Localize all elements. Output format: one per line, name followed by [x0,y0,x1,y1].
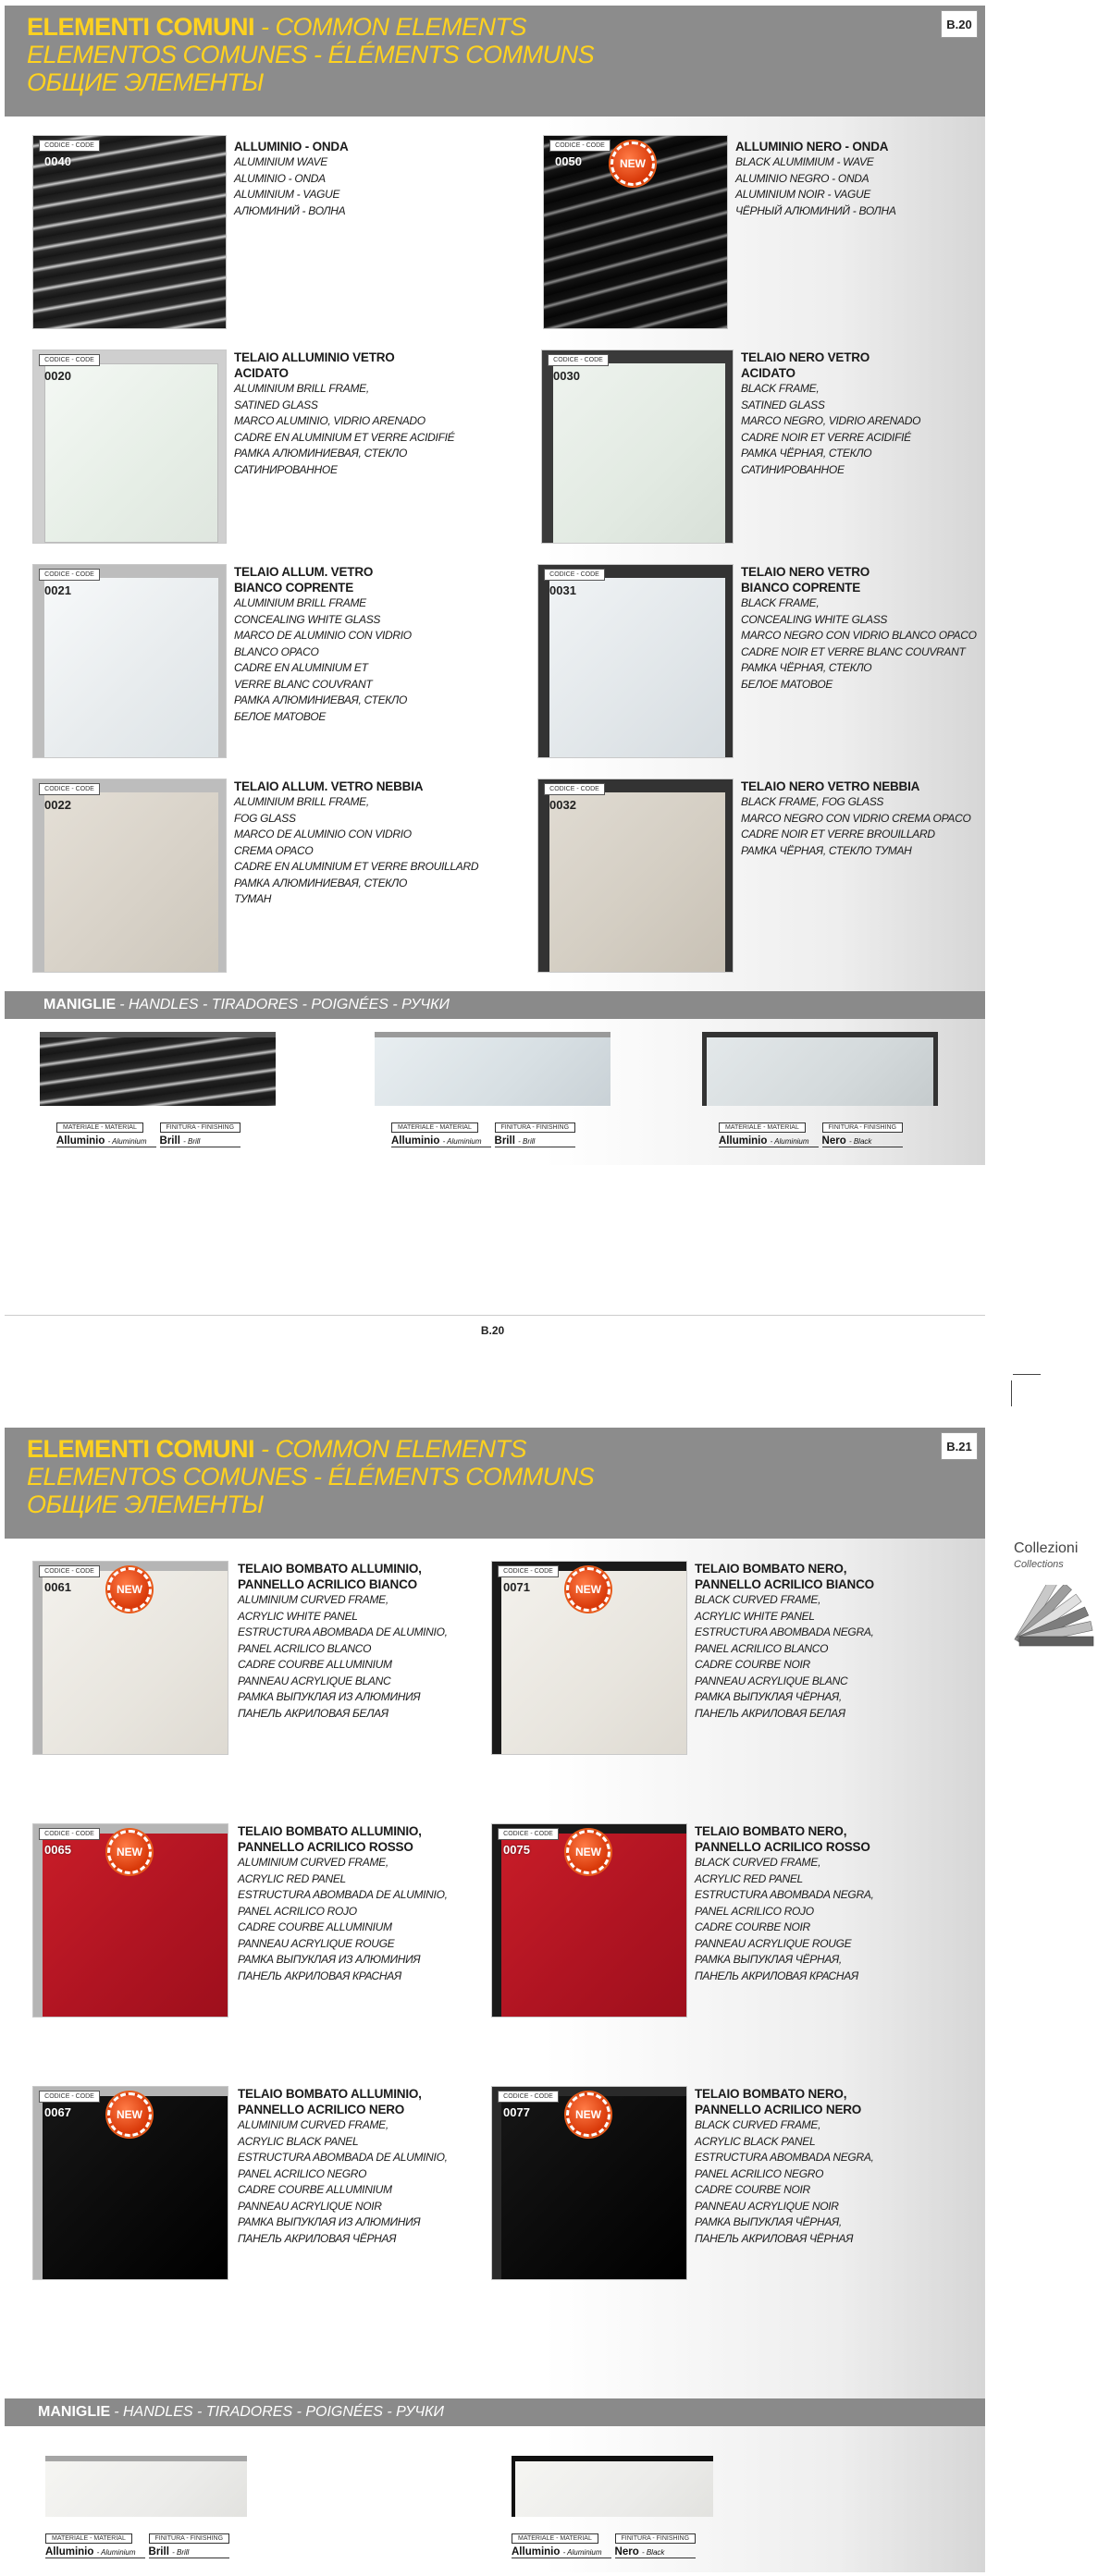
desc-line: CADRE NOIR ET VERRE ACIDIFIÉ [741,430,911,444]
swatch-0071 [491,1561,687,1755]
finish-value: Brill - Brill [149,2546,230,2558]
material-label: MATERIALE - MATERIAL [391,1122,478,1133]
desc-line: ALUMINIUM CURVED FRAME, [238,1593,388,1606]
fog-glass [549,792,725,972]
desc-line: CADRE EN ALUMINIUM ET VERRE BROUILLARD [234,860,479,873]
desc-line: CADRE COURBE NOIR [695,1658,810,1671]
item-title: TELAIO BOMBATO ALLUMINIO, [238,2087,422,2101]
desc-line: MARCO ALUMINIO, VIDRIO ARENADO [234,414,426,427]
material-label: MATERIALE - MATERIAL [719,1122,806,1133]
desc-line: ПАНЕЛЬ АКРИЛОВАЯ ЧЁРНАЯ [238,2231,397,2245]
desc-line: РАМКА ВЫПУКЛАЯ ЧЁРНАЯ, [695,2215,842,2228]
code-label: CODICE - CODE [549,140,610,152]
desc-line: BLACK FRAME, [741,382,820,395]
collections-logo-line2: Collections [1014,1559,1064,1570]
code-number: 0020 [44,369,71,383]
desc-line: CADRE NOIR ET VERRE BLANC COUVRANT [741,644,966,658]
material-label: MATERIALE - MATERIAL [45,2533,132,2544]
catalog-page-b20 [5,6,985,1165]
handles-bar-bold: MANIGLIE [43,997,117,1012]
finish-label: FINITURA - FINISHING [149,2533,230,2544]
handle-2 [375,1032,615,1161]
material-row [56,1117,240,1147]
header-line-2: ELEMENTOS COMUNES - ÉLÉMENTS COMMUNS [27,41,595,68]
desc-line: ALUMINIUM BRILL FRAME, [234,795,369,808]
desc-line: ALUMINIUM BRILL FRAME [234,596,366,609]
code-number: 0040 [44,154,71,168]
desc-line: РАМКА ЧЁРНАЯ, СТЕКЛО [741,447,872,460]
item-title: ALLUMINIO NERO - ONDA [735,140,889,153]
code-number: 0077 [503,2105,530,2119]
material-cell [512,2528,611,2558]
desc-line: ACRYLIC RED PANEL [695,1871,803,1885]
desc-line: РАМКА АЛЮМИНИЕВАЯ, СТЕКЛО [234,447,408,460]
handle-image [702,1032,938,1106]
desc-line: CONCEALING WHITE GLASS [741,612,888,626]
code-label: CODICE - CODE [39,783,100,795]
item-desc-0040 [234,139,349,219]
satin-glass [44,363,218,543]
code-number: 0022 [44,798,71,812]
item-desc-0031 [741,564,977,693]
code-number: 0065 [44,1843,71,1857]
item-title: PANNELLO ACRILICO BIANCO [238,1577,417,1591]
crop-mark [1011,1380,1012,1406]
desc-line: CADRE COURBE NOIR [695,1920,810,1933]
swatch-0061 [32,1561,228,1755]
desc-line: АЛЮМИНИЙ - ВОЛНА [234,203,346,217]
desc-line: ACRYLIC WHITE PANEL [238,1609,358,1623]
desc-line: ESTRUCTURA ABOMBADA NEGRA, [695,1625,874,1638]
desc-line: ACRYLIC RED PANEL [238,1871,346,1885]
material-cell [45,2528,145,2558]
desc-line: ESTRUCTURA ABOMBADA DE ALUMINIO, [238,1625,448,1638]
swatch-0067 [32,2086,228,2280]
desc-line: ESTRUCTURA ABOMBADA DE ALUMINIO, [238,2151,448,2164]
code-number: 0050 [555,154,582,168]
swatch-0022 [32,779,227,973]
code-number: 0071 [503,1580,530,1594]
desc-line: CADRE COURBE NOIR [695,2183,810,2196]
item-desc-0061 [238,1561,448,1722]
handles-bar-rest: - HANDLES - TIRADORES - POIGNÉES - РУЧКИ [119,997,450,1012]
page-number: B.21 [941,1432,978,1460]
item-title: PANNELLO ACRILICO NERO [695,2103,862,2116]
item-title: PANNELLO ACRILICO ROSSO [695,1840,870,1854]
swatch-0031 [537,564,734,758]
desc-line: ALUMINIUM CURVED FRAME, [238,1856,388,1869]
item-title: TELAIO BOMBATO ALLUMINIO, [238,1562,422,1576]
desc-line: SATINED GLASS [234,398,318,411]
finish-value: Brill - Brill [160,1135,241,1147]
item-title: PANNELLO ACRILICO BIANCO [695,1577,874,1591]
swatch-0040 [32,135,227,329]
swatch-0065 [32,1823,228,2018]
handles-bar-rest: - HANDLES - TIRADORES - POIGNÉES - РУЧКИ [114,2404,444,2420]
material-value: Alluminio - Aluminium [719,1135,819,1147]
color-fan-icon [1012,1585,1104,1650]
code-label: CODICE - CODE [39,569,100,581]
item-title: ACIDATO [741,366,796,380]
desc-line: FOG GLASS [234,811,296,825]
item-title: PANNELLO ACRILICO ROSSO [238,1840,413,1854]
swatch-0032 [537,779,734,973]
handle-1 [40,1032,280,1161]
swatch-0077 [491,2086,687,2280]
catalog-page-b21 [5,1428,985,2572]
desc-line: САТИНИРОВАННОЕ [234,462,338,476]
desc-line: PANEL ACRILICO BLANCO [695,1641,829,1655]
finish-cell [495,1117,576,1147]
item-title: TELAIO BOMBATO NERO, [695,2087,847,2101]
code-number: 0031 [549,583,576,597]
swatch-0050 [543,135,728,329]
desc-line: РАМКА ВЫПУКЛАЯ ИЗ АЛЮМИНИЯ [238,2215,421,2228]
desc-line: РАМКА ВЫПУКЛАЯ ЧЁРНАЯ, [695,1690,842,1703]
desc-line: ACRYLIC BLACK PANEL [238,2134,359,2148]
desc-line: PANNEAU ACRYLIQUE BLANC [695,1674,848,1687]
code-label: CODICE - CODE [544,569,605,581]
code-number: 0075 [503,1843,530,1857]
desc-line: БЕЛОЕ МАТОВОЕ [741,677,833,691]
desc-line: BLACK FRAME, [741,596,820,609]
desc-line: ACRYLIC WHITE PANEL [695,1609,815,1623]
material-value: Alluminio - Aluminium [45,2546,145,2558]
code-label: CODICE - CODE [548,354,609,366]
desc-line: CADRE NOIR ET VERRE BROUILLARD [741,828,935,840]
header-band [5,1428,985,1539]
swatch-0075 [491,1823,687,2018]
item-title: ACIDATO [234,366,289,380]
collections-logo-line1: Collezioni [1014,1540,1079,1556]
finish-label: FINITURA - FINISHING [615,2533,697,2544]
desc-line: CADRE EN ALUMINIUM ET VERRE ACIDIFIÉ [234,430,455,444]
material-row [719,1117,903,1147]
finish-label: FINITURA - FINISHING [160,1122,241,1133]
item-desc-0071 [695,1561,874,1722]
desc-line: CONCEALING WHITE GLASS [234,612,381,626]
desc-line: РАМКА ВЫПУКЛАЯ ЧЁРНАЯ, [695,1953,842,1966]
item-title: PANNELLO ACRILICO NERO [238,2103,405,2116]
desc-line: ЧЁРНЫЙ АЛЮМИНИЙ - ВОЛНА [735,203,896,217]
desc-line: ALUMINIUM BRILL FRAME, [234,382,369,395]
header-line-3: ОБЩИЕ ЭЛЕМЕНТЫ [27,1490,264,1518]
desc-line: BLACK CURVED FRAME, [695,1856,821,1869]
desc-line: ALUMINIUM NOIR - VAGUE [735,188,871,201]
finish-value: Nero - Black [822,1135,904,1147]
finish-cell [149,2528,230,2558]
handle-3 [702,1032,943,1161]
desc-line: ALUMINIUM - VAGUE [234,188,340,201]
handles-bar [5,991,985,1019]
desc-line: MARCO NEGRO CON VIDRIO BLANCO OPACO [741,629,977,642]
desc-line: ПАНЕЛЬ АКРИЛОВАЯ КРАСНАЯ [695,1969,858,1982]
finish-cell [822,1117,904,1147]
white-glass [44,578,218,757]
handles-bar [5,2398,985,2426]
finish-cell [160,1117,241,1147]
new-badge: NEW [107,2092,152,2137]
desc-line: BLACK ALUMIMIUM - WAVE [735,155,874,168]
handle-1 [45,2456,286,2570]
item-title: TELAIO BOMBATO NERO, [695,1562,847,1576]
material-cell [56,1117,156,1147]
desc-line: PANEL ACRILICO ROJO [695,1904,814,1918]
item-title: ALLUMINIO - ONDA [234,140,349,153]
new-badge: NEW [566,1830,610,1874]
code-number: 0030 [553,369,580,383]
finish-label: FINITURA - FINISHING [822,1122,904,1133]
item-title: TELAIO NERO VETRO [741,350,870,364]
desc-line: PANNEAU ACRYLIQUE BLANC [238,1674,391,1687]
item-title: BIANCO COPRENTE [741,581,861,595]
desc-line: ПАНЕЛЬ АКРИЛОВАЯ ЧЁРНАЯ [695,2231,854,2245]
item-desc-0032 [741,779,971,859]
material-value: Alluminio - Aluminium [512,2546,611,2558]
new-badge: NEW [566,1567,610,1612]
new-badge: NEW [107,1830,152,1874]
desc-line: ESTRUCTURA ABOMBADA DE ALUMINIO, [238,1888,448,1901]
new-badge: NEW [107,1567,152,1612]
item-desc-0075 [695,1823,874,1984]
item-desc-0022 [234,779,478,908]
desc-line: ALUMINIUM WAVE [234,155,327,168]
desc-line: ALUMINIO NEGRO - ONDA [735,171,870,185]
item-desc-0067 [238,2086,448,2247]
desc-line: САТИНИРОВАННОЕ [741,462,845,476]
desc-line: ПАНЕЛЬ АКРИЛОВАЯ БЕЛАЯ [238,1706,388,1720]
finish-value: Nero - Black [615,2546,697,2558]
desc-line: CADRE COURBE ALLUMINIUM [238,2183,392,2196]
desc-line: VERRE BLANC COUVRANT [234,677,373,691]
desc-line: BLACK CURVED FRAME, [695,1593,821,1606]
code-label: CODICE - CODE [544,783,605,795]
material-value: Alluminio - Aluminium [56,1135,156,1147]
material-row [391,1117,575,1147]
code-label: CODICE - CODE [498,2091,559,2103]
desc-line: ПАНЕЛЬ АКРИЛОВАЯ КРАСНАЯ [238,1969,401,1982]
white-glass [549,578,725,757]
satin-glass [553,363,725,543]
footer-page-number: B.20 [480,1324,505,1337]
item-title: TELAIO NERO VETRO [741,565,870,579]
item-desc-0065 [238,1823,448,1984]
swatch-0030 [541,350,734,544]
new-badge: NEW [566,2092,610,2137]
finish-label: FINITURA - FINISHING [495,1122,576,1133]
desc-line: PANNEAU ACRYLIQUE ROUGE [695,1936,852,1950]
item-title: BIANCO COPRENTE [234,581,354,595]
desc-line: PANEL ACRILICO ROJO [238,1904,357,1918]
desc-line: PANNEAU ACRYLIQUE NOIR [695,2199,839,2213]
desc-line: РАМКА ВЫПУКЛАЯ ИЗ АЛЮМИНИЯ [238,1953,421,1966]
new-badge: NEW [610,141,655,186]
item-title: TELAIO ALLUM. VETRO [234,565,374,579]
desc-line: ESTRUCTURA ABOMBADA NEGRA, [695,2151,874,2164]
finish-value: Brill - Brill [495,1135,576,1147]
desc-line: РАМКА ЧЁРНАЯ, СТЕКЛО [741,661,872,674]
page-divider [5,1315,985,1316]
desc-line: ALUMINIO - ONDA [234,171,326,185]
desc-line: PANNEAU ACRYLIQUE NOIR [238,2199,382,2213]
desc-line: БЕЛОЕ МАТОВОЕ [234,709,327,723]
code-label: CODICE - CODE [39,140,100,152]
header-line-3: ОБЩИЕ ЭЛЕМЕНТЫ [27,68,264,96]
handles-bar-bold: MANIGLIE [38,2404,111,2420]
crop-mark [1013,1374,1041,1375]
code-label: CODICE - CODE [498,1565,559,1577]
desc-line: MARCO NEGRO CON VIDRIO CREMA OPACO [741,811,971,825]
header-line-1: ELEMENTI COMUNI - COMMON ELEMENTS [27,1435,527,1463]
code-number: 0067 [44,2105,71,2119]
desc-line: CADRE COURBE ALLUMINIUM [238,1658,392,1671]
code-number: 0032 [549,798,576,812]
code-number: 0061 [44,1580,71,1594]
desc-line: ALUMINIUM CURVED FRAME, [238,2118,388,2131]
desc-line: MARCO NEGRO, VIDRIO ARENADO [741,414,921,427]
desc-line: PANEL ACRILICO BLANCO [238,1641,372,1655]
item-title: TELAIO BOMBATO ALLUMINIO, [238,1824,422,1838]
handle-image [40,1032,276,1106]
page-number: B.20 [941,10,978,38]
desc-line: РАМКА ЧЁРНАЯ, СТЕКЛО ТУМАН [741,843,912,857]
item-desc-0050 [735,139,896,219]
desc-line: РАМКА АЛЮМИНИЕВАЯ, СТЕКЛО [234,876,408,889]
desc-line: PANEL ACRILICO NEGRO [695,2166,824,2180]
header-band [5,6,985,117]
desc-line: ПАНЕЛЬ АКРИЛОВАЯ БЕЛАЯ [695,1706,845,1720]
code-label: CODICE - CODE [39,2091,100,2103]
finish-cell [615,2528,697,2558]
desc-line: SATINED GLASS [741,398,825,411]
material-label: MATERIALE - MATERIAL [56,1122,143,1133]
handle-image [512,2456,713,2517]
desc-line: CADRE COURBE ALLUMINIUM [238,1920,392,1933]
fog-glass [44,792,218,972]
item-desc-0020 [234,350,454,478]
item-desc-0077 [695,2086,874,2247]
material-cell [391,1117,491,1147]
desc-line: MARCO DE ALUMINIO CON VIDRIO [234,828,412,840]
code-number: 0021 [44,583,71,597]
material-label: MATERIALE - MATERIAL [512,2533,598,2544]
item-title: TELAIO NERO VETRO NEBBIA [741,779,920,793]
desc-line: BLACK FRAME, FOG GLASS [741,795,884,808]
item-title: TELAIO ALLUMINIO VETRO [234,350,395,364]
desc-line: CREMA OPACO [234,843,314,857]
desc-line: PANEL ACRILICO NEGRO [238,2166,367,2180]
desc-line: BLACK CURVED FRAME, [695,2118,821,2131]
header-line-1: ELEMENTI COMUNI - COMMON ELEMENTS [27,13,527,41]
desc-line: CADRE EN ALUMINIUM ET [234,661,368,674]
handle-2 [512,2456,752,2570]
material-cell [719,1117,819,1147]
material-row [45,2528,229,2558]
handle-image [45,2456,247,2517]
desc-line: ESTRUCTURA ABOMBADA NEGRA, [695,1888,874,1901]
item-title: TELAIO BOMBATO NERO, [695,1824,847,1838]
code-label: CODICE - CODE [498,1828,559,1840]
desc-line: MARCO DE ALUMINIO CON VIDRIO [234,629,412,642]
handle-image [375,1032,610,1106]
material-value: Alluminio - Aluminium [391,1135,491,1147]
code-label: CODICE - CODE [39,1828,100,1840]
desc-line: ACRYLIC BLACK PANEL [695,2134,816,2148]
swatch-0020 [32,350,227,544]
collections-logo [1014,1540,1078,1570]
desc-line: РАМКА ВЫПУКЛАЯ ИЗ АЛЮМИНИЯ [238,1690,421,1703]
desc-line: ТУМАН [234,892,272,905]
code-label: CODICE - CODE [39,1565,100,1577]
desc-line: PANNEAU ACRYLIQUE ROUGE [238,1936,395,1950]
item-desc-0021 [234,564,412,725]
header-line-2: ELEMENTOS COMUNES - ÉLÉMENTS COMMUNS [27,1463,595,1490]
desc-line: РАМКА АЛЮМИНИЕВАЯ, СТЕКЛО [234,693,408,706]
item-desc-0030 [741,350,920,478]
item-title: TELAIO ALLUM. VETRO NEBBIA [234,779,424,793]
material-row [512,2528,696,2558]
swatch-0021 [32,564,227,758]
desc-line: BLANCO OPACO [234,644,319,658]
code-label: CODICE - CODE [39,354,100,366]
